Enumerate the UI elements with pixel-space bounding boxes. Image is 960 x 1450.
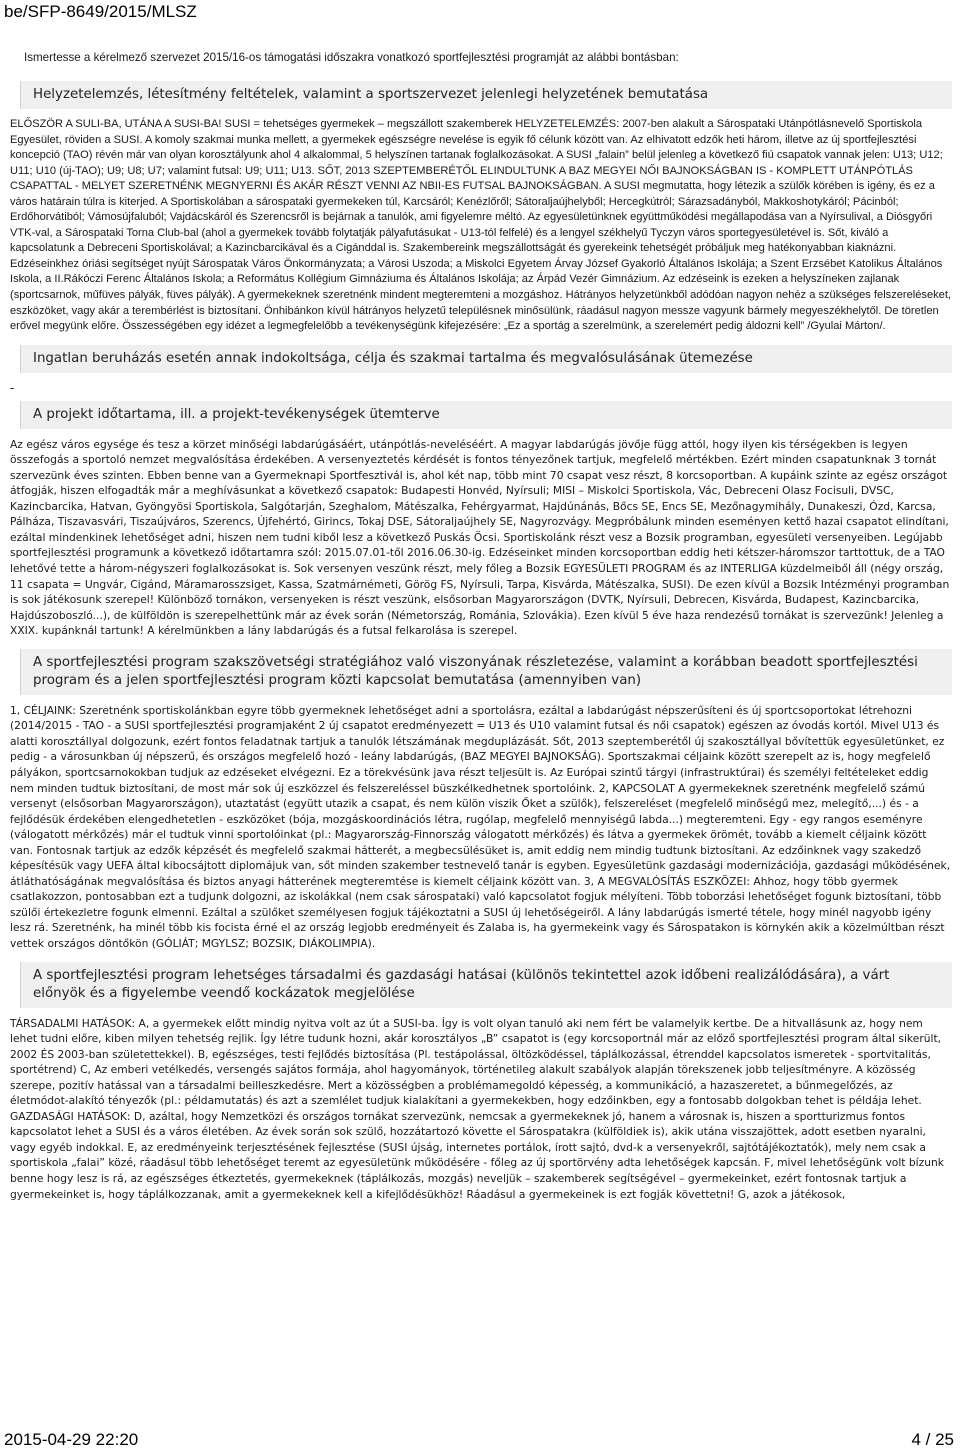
section-body-situation: ELŐSZÖR A SULI-BA, UTÁNA A SUSI-BA! SUSI = tehetséges gyermekek – megszállott szakemberek HELYZETELEMZÉS: 2007-ben alakult a Sárospataki Utánpótlásnevelő Sportiskola Egyesület, röviden a SUSI. A komoly szakmai munka mellett, a gyermekek egészségre nevelése is egyik fő célunk között van. Az elhivatott edzők heti három, illetve az új sportfejlesztési koncepció (TAO) révén már van olyan korosztályunk ahol 4 alkalommal, 5 helyszínen tartanak foglalkozásokat. A SUSI „falain” belül jelenleg a következő fiú csapatok vannak jelen: U13; U12; U11; U10 (új-TAO); U9; U8; U7; valamint futsal: U9; U11; U13. SŐT, 2013 SZEPTEMBERÉTŐL ELINDULTUNK A BAZ MEGYEI NŐI BAJNOKSÁGBAN IS - KOMPLETT UTÁNPÓTLÁS CSAPATTAL - MELYET SZERETNÉNK MEGNYERNI ÉS AKÁR RÉSZT VENNI AZ NBII-ES FUTSAL BAJNOKSÁGBAN. A SUSI megmutatta, hogy létezik a szülők körében is igény, és ez a város határain túlra is kiterjed. A Sportiskolában a sárospataki gyermekeken túl, Karcsáról; Kenézlőről; Sátoraljaújhelyből; Hercegkútról; Sárazsadányból, Makkoshotykáról; Pácinból; Erdőhorvátiból; Vámosújfaluból; Vajdácskáról és Szerencsről is bejárnak a tanulók, ami figyelemre méltó. Az egyesületünknek együttműködési megállapodása van a Nyírsulival, a Diósgyőri VTK-val, a Sárospataki Torna Club-bal (ahol a gyermekek tovább folytatják pályafutásukat - U13-tól felfelé) és a lengyel székhelyű Tyczyn város sportegyesületével is. Sőt, kiváló a kapcsolatunk a Debreceni Sportiskolával; a Kazincbarcikával és a Cigánddal is. Szakembereink megszállottságát és gyerekeink tehetségét próbáljuk meg hatékonyabban kiaknázni. Edzéseinkhez óriási segítséget nyújt Sárospatak Város Önkormányzata; a Városi Uszoda; a Miskolci Egyetem Árvay József Gyakorló Általános Iskolája; a Szent Erzsébet Katolikus Általános Iskola, a II.Rákóczi Ferenc Általános Iskola; a Református Kollégium Gimnáziuma és Általános Iskolája; az Árpád Vezér Gimnázium. Az edzéseink is ezeken a helyszíneken zajlanak (sportcsarnok, műfüves pályák, füves pályák). A gyermekeknek szeretnénk mindent megteremteni a mozgáshoz. Hátrányos helyzetünkből adódóan nagyon nehéz a szükséges felszereléseket, eszközöket, vagy akár a terembérlést is biztosítani. Önhibánkon kívül hátrányos helyzetű településnek minősülünk, ráadásul nagyon messze vagyunk bármely megyeszékhelytől. De töretlen erővel megyünk előre. Összességében egy idézet a legmegfelelőbb a tevékenységünk kifejezésére: „Ez a sportág a szerelmünk, a szerelemért pedig áldozni kell” /Gyulai Márton/. [10, 118, 952, 333]
page-footer [0, 1430, 960, 1450]
footer-timestamp: 2015-04-29 22:20 [4, 1430, 139, 1449]
section-title-impact: A sportfejlesztési program lehetséges társadalmi és gazdasági hatásai (különös tekintettel azok időbeni realizálódására), a várt előnyök és a figyelembe veendő kockázatok megjelölése [20, 962, 952, 1008]
section-title-situation: Helyzetelemzés, létesítmény feltételek, valamint a sportszervezet jelenlegi helyzetének bemutatása [20, 81, 952, 109]
section-body-impact: TÁRSADALMI HATÁSOK: A, a gyermekek előtt mindig nyitva volt az út a SUSI-ba. Így is volt olyan tanuló aki nem fért be valamelyik kertbe. De a hitvallásunk az, hogy nem lehet tudni előre, kiben milyen tehetség rejlik. Így létre tudunk hozni, akár korosztályos „B” csapatot is (egy korcsoportnál már az előző sportfejlesztési program által sikerült, 2002 ÉS 2003-ban születettekkel). B, egészséges, testi fejlődés biztosítása (Pl. testápolással, öltözködéssel, táplálkozással, étrenddel kapcsolatos ismeretek - sportvitalitás, sportétrend) C, Az emberi vetélkedés, versengés sajátos formája, ahol hagyományok, történetileg alakult szabályok alapján törekszenek jobb teljesítményre. A közösség szerepe, pozitív hatással van a társadalmi beilleszkedésre. Mert a közösségben a problémamegoldó képesség, a kommunikáció, a hazaszeretet, a bűnmegelőzés, az életmódot-alakító tényezők (pl.: példamutatás) és azt a szemlélet tudjuk kialakítani a gyermekekben, hogy edzőinkben, egy a fontosabb dolgokban tehet is példája lehet. GAZDASÁGI HATÁSOK: D, azáltal, hogy Nemzetközi és országos tornákat szervezünk, nemcsak a gyermekeknek jó, hanem a városnak is, hiszen a sportturizmus fontos kapcsolatot lehet a SUSI és a város életében. Az évek során sok szülő, hozzátartozó követte el Sárospatakra (külföldiek is), akik utána visszajöttek, adott esetben nyaralni, vagy egyéb indokkal. E, az eredményeink terjesztésének fejlesztése (SUSI újság, internetes portálok, írott sajtó, dvd-k a versenyekről, sajtótájékoztatók), mely nem csak a sportiskola „falai” közé, ráadásul több lehetőséget teremt az egyesületünk működésére - főleg az új sportörvény adta lehetőségek kapcsán. F, mivel lehetőségünk volt bízunk benne hogy lesz is rá, az egészséges étkeztetés, gyermekeknek (táplálkozás, mozgás) neveljük – szakemberek segítségével – gyermekeinket, ezért fontosnak tartjuk a gyermekeinket is, hogy táplálkozzanak, amit a gyermekeknek kell a kifejlődésükhöz! Ráadásul a gyermekeinek is ezt fogják követtetni! G, azok a játékosok, [10, 1016, 944, 1201]
intro-text: Ismertesse a kérelmező szervezet 2015/16-os támogatási időszakra vonatkozó sportfejlesztési programját az alábbi bontásban: [24, 51, 679, 64]
section-title-timeline: A projekt időtartama, ill. a projekt-tevékenységek ütemterve [20, 401, 952, 429]
document-id: be/SFP-8649/2015/MLSZ [4, 2, 197, 21]
section-title-real-estate: Ingatlan beruházás esetén annak indokoltsága, célja és szakmai tartalma és megvalósulásának ütemezése [20, 345, 952, 373]
section-title-strategy: A sportfejlesztési program szakszövetségi stratégiához való viszonyának részletezése, valamint a korábban beadott sportfejlesztési program és a jelen sportfejlesztési program közti kapcsolat bemutatása (amennyiben van) [20, 649, 952, 695]
section-body-strategy: 1, CÉLJAINK: Szeretnénk sportiskolánkban egyre több gyermeknek lehetőséget adni a sportolásra, ezáltal a labdarúgást népszerűsíteni és új sportcsoportokat létrehozni (2014/2015 - TAO - a SUSI sportfejlesztési programjaként 2 új csapatot eredményezett = U13 és U10 valamint futsal és női csapatok) egészen az óvodás kortól. Mivel U13 és alatti korosztállyal dolgozunk, ezért fontos feladatnak tartjuk a tanulók létszámának megduplázását. Sőt, 2013 szeptemberétől új szakosztállyal bővítettük egyesületünket, ez pedig - a városunkban új népszerű, és országos megfelelő hozó - leány labdarúgás, (BAZ MEGYEI BAJNOKSÁG). Sportszakmai céljaink között szerepelt az is, hogy megfelelő pályákon, sportcsarnokokban tudjuk az edzéseket elvégezni. Ez a törekvésünk java részt teljesült is. Az Európai szintű tárgyi (infrastruktúrai) és személyi feltételeket eddig nem minden tudtuk biztosítani, de most már sok új eszközzel és felszereléssel büszkélkedhetnek sportolóink. 2, KAPCSOLAT A gyermekeknek szeretnénk megfelelő számú versenyt (elsősorban Magyarországon), utaztatást (együtt utazik a csapat, és nem külön viszik Őket a szülők), felszereléset (megfelelő minőségű mez, melegítő,...) és - a fejlődésük érdekében elengedhetetlen - eszközöket (bója, mozgáskoordinációs létra, rugólap, megfelelő mennyiségű labda...) megteremteni. Egy - egy rangos eseményre (válogatott mérkőzés) már el tudtuk vinni sportolóinkat (pl.: Magyarország-Finnország válogatott mérkőzés) és látva a gyermekek örömét, tovább a kiemelt céljaink között van. Fontosnak tartjuk az edzők képzését és megfelelő szakmai hátterét, a megbecsülésüket is, amit eddig nem mindig tudtunk biztosítani. Az edzőinknek vagy szakedző képesítésük vagy UEFA által kibocsájtott diplomájuk van, sőt minden szakember testnevelő tanár is egyben. Egyesületünk gazdasági modernizációja, gazdasági működésének, átláthatóságának megvalósítása és biztos anyagi hátterének megteremtése is kiemelt céljaink között van. 3, A MEGVALÓSÍTÁS ESZKÖZEI: Ahhoz, hogy több gyermek csatlakozzon, pontosabban ezt a tudjunk dolgozni, az iskolákkal (nem csak sárospataki) való kapcsolatot fogjuk mélyíteni. Több toborzási lehetőséget fogunk biztosítani, több szülői értekezletre fogunk elmenni. Ezáltal a szülőket személyesen fogjuk tájékoztatni a SUSI új lehetőségeiről. A lány labdarúgás ismerté tétele, hogy minél nagyobb igény lesz rá. Szeretnénk, ha minél több kis focista érné el az ország legjobb eredményeit és Zalaba is, ha gyermekeink vagy és Sárospatakon is környkén akik a közelmúltban részt vettek országos döntőkön (GÓLIÁT; MGYLSZ; BOZSIK, DIÁKOLIMPIA). [10, 703, 951, 950]
section-body-timeline: Az egész város egysége és tesz a körzet minőségi labdarúgásáért, utánpótlás-neveléséért. A magyar labdarúgás jövője függ attól, hogy ilyen kis térségekben is legyen összefogás a sportoló nemzet megvalósítása érdekében. A versenyeztetés kérdését is fontos tényezőnek tartjuk, megfelelő mértékben. Ezért minden csapatunknak 3 tornát szervezünk éves szinten. Ebben benne van a Gyermeknapi Sportfesztivál is, ahol két nap, több mint 70 csapat vesz részt, 8 korcsoportban. A kupáink szinte az egész országot átfogják, hiszen elfogadták már a meghívásunkat a következő csapatok: Budapesti Honvéd, Nyírsuli; MISI – Miskolci Sportiskola, Vác, Debreceni Olasz Focisuli, DVSC, Kazincbarcika, Hatvan, Gyöngyösi Sportiskola, Salgótarján, Szeghalom, Mátészalka, Fehérgyarmat, Hajdúnánás, Bőcs SE, Encs SE, Mezőnagymihály, Dunakeszi, Ózd, Karcsa, Pálháza, Tiszavasvári, Tiszaújváros, Szerencs, Újfehértó, Girincs, Tokaj DSE, Sátoraljaújhely SE, Nagyrozvágy. Megpróbálunk minden eseményen kettő hazai csapatot elindítani, ezáltal mindenkinek lehetőséget adni, hiszen nem tudni kiből lesz a következő Puskás Öcsi. Sportiskolánk részt vesz a Bozsik programban, egyesületi versenyeiben. Legújabb sportfejlesztési programunk a következő időtartamra szól: 2015.07.01-től 2016.06.30-ig. Edzéseinket minden korcsoportban eddig heti kétszer-háromszor tarttottuk, de a TAO lehetővé tette a három-négyszeri foglalkozásokat is. Sok versenyen veszünk részt, mely főleg a Bozsik EGYESÜLETI PROGRAM és az INTERLIGA küzdelmeiből áll (négy ország, 11 csapata = Ungvár, Cigánd, Máramarosszsiget, Kassa, Szatmárnémeti, Görög FS, Nyírsuli, Tarpa, Kisvárda, Mátészalka, SUSI). De ezen kívül a Bozsik Intézményi programban is sok játékosunk szerepel! Különböző tornákon, versenyeken is részt veszünk, elsősorban Magyarországon (DVTK, Nyírsuli, Debrecen, Kisvárda, Budapest, Kazincbarcika, Hajdúszoboszló...), de külföldön is szerepelhettünk már az évek során (Németország, Románia, Szlovákia). Ezen kívül 5 éve haza rendezésű tornákat is szervezünk! Jelenleg a XXIX. kupánknál tartunk! A kérelmünkben a lány labdarúgás és a futsal felkarolása is szerepel. [10, 437, 950, 638]
footer-page-number: 4 / 25 [911, 1430, 954, 1449]
content [10, 50, 952, 1206]
section-body-real-estate: - [10, 380, 15, 395]
